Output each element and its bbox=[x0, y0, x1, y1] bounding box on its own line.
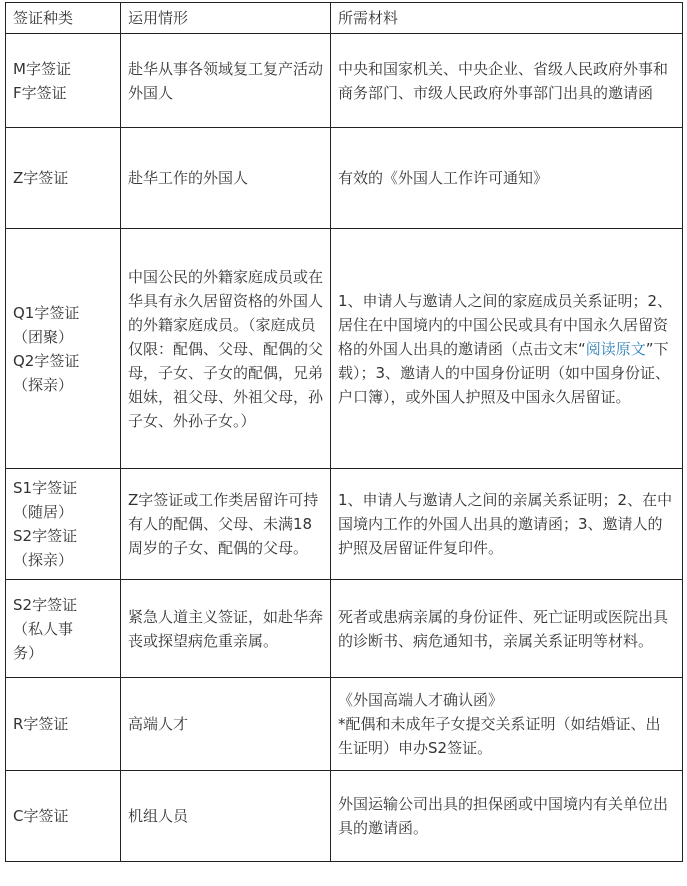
materials-line: 《外国高端人才确认函》 bbox=[338, 691, 504, 709]
table-row bbox=[6, 771, 683, 862]
materials-text: 1、申请人与邀请人之间的家庭成员关系证明；2、居住在中国境内的中国公民或具有中国永久居留资格的外国人出具的邀请函（点击文末“ bbox=[338, 291, 673, 358]
materials-cell: 死者或患病亲属的身份证件、死亡证明或医院出具的诊断书、病危通知书，亲属关系证明等材料。 bbox=[331, 580, 683, 678]
visa-type-cell bbox=[6, 678, 121, 771]
header-materials: 所需材料 bbox=[331, 3, 683, 34]
visa-type-line: （私人事 bbox=[13, 619, 74, 638]
visa-type-line: （团聚） bbox=[13, 327, 74, 346]
table-row bbox=[6, 128, 683, 229]
visa-type-line: Q2字签证 bbox=[13, 351, 80, 370]
visa-type-line: M字签证 bbox=[13, 59, 71, 78]
visa-type-line: 务） bbox=[13, 643, 44, 662]
materials-cell: 有效的《外国人工作许可通知》 bbox=[331, 128, 683, 229]
visa-type-cell bbox=[6, 469, 121, 580]
situation-cell: 赴华工作的外国人 bbox=[121, 128, 331, 229]
visa-type-line: Z字签证 bbox=[13, 169, 69, 187]
visa-type-line: （随居） bbox=[13, 503, 74, 521]
table-row bbox=[6, 469, 683, 580]
visa-type-line: （探亲） bbox=[13, 375, 74, 394]
visa-type-cell bbox=[6, 580, 121, 678]
situation-cell: 高端人才 bbox=[121, 678, 331, 771]
table-row bbox=[6, 229, 683, 469]
table-row bbox=[6, 34, 683, 128]
visa-table bbox=[5, 2, 683, 862]
situation-cell: Z字签证或工作类居留许可持有人的配偶、父母、未满18周岁的子女、配偶的父母。 bbox=[121, 469, 331, 580]
visa-type-cell bbox=[6, 34, 121, 128]
situation-cell: 机组人员 bbox=[121, 771, 331, 862]
materials-text: ”下载）；3、邀请人的中国身份证明（如中国身份证、户口簿），或外国人护照及中国永久居留证。 bbox=[338, 339, 671, 406]
situation-cell: 中国公民的外籍家庭成员或在华具有永久居留资格的外国人的外籍家庭成员。（家庭成员仅限：配偶、父母、配偶的父母，子女、子女的配偶，兄弟姐妹，祖父母、外祖父母，孙子女、外孙子女。） bbox=[121, 229, 331, 469]
visa-type-line: F字签证 bbox=[13, 83, 67, 102]
visa-type-line: S1字签证 bbox=[13, 479, 78, 497]
visa-type-cell bbox=[6, 771, 121, 862]
header-visa-type: 签证种类 bbox=[6, 3, 121, 34]
visa-type-line: （探亲） bbox=[13, 551, 74, 569]
visa-type-line: S2字签证 bbox=[13, 527, 78, 545]
visa-type-cell bbox=[6, 229, 121, 469]
visa-type-line: S2字签证 bbox=[13, 595, 78, 614]
visa-type-line: Q1字签证 bbox=[13, 303, 80, 322]
situation-cell: 紧急人道主义签证，如赴华奔丧或探望病危重亲属。 bbox=[121, 580, 331, 678]
materials-cell: 外国运输公司出具的担保函或中国境内有关单位出具的邀请函。 bbox=[331, 771, 683, 862]
situation-cell: 赴华从事各领域复工复产活动外国人 bbox=[121, 34, 331, 128]
table-row bbox=[6, 678, 683, 771]
materials-cell: 1、申请人与邀请人之间的亲属关系证明；2、在中国境内工作的外国人出具的邀请函；3、邀请人的护照及居留证件复印件。 bbox=[331, 469, 683, 580]
materials-cell bbox=[331, 229, 683, 469]
table-row bbox=[6, 580, 683, 678]
materials-cell: 中央和国家机关、中央企业、省级人民政府外事和商务部门、市级人民政府外事部门出具的邀请函 bbox=[331, 34, 683, 128]
read-original-link[interactable]: 阅读原文 bbox=[585, 339, 646, 358]
visa-type-cell bbox=[6, 128, 121, 229]
materials-line: *配偶和未成年子女提交关系证明（如结婚证、出生证明）申办S2签证。 bbox=[338, 715, 661, 757]
table-header-row bbox=[6, 3, 683, 34]
header-situation: 运用情形 bbox=[121, 3, 331, 34]
visa-type-line: R字签证 bbox=[13, 715, 69, 733]
materials-cell bbox=[331, 678, 683, 771]
visa-type-line: C字签证 bbox=[13, 807, 69, 825]
